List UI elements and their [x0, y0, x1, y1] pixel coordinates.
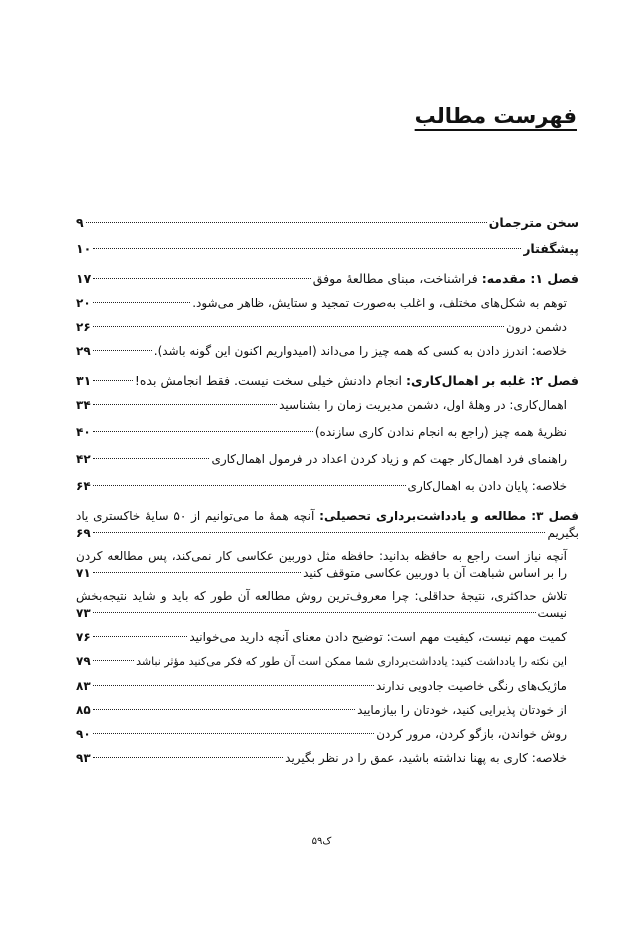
toc-page-number: ۷۱ [76, 566, 91, 580]
toc-entry-continuation: نیست [537, 606, 567, 620]
leader-dots [93, 531, 546, 533]
toc-entry-text: آنچه همهٔ ما می‌توانیم از ۵۰ سایهٔ خاکستری یاد [76, 509, 320, 523]
toc-entry [76, 215, 579, 231]
table-of-contents [76, 215, 579, 766]
toc-page-number: ۹۳ [76, 751, 91, 765]
leader-dots [93, 457, 210, 459]
toc-page-number: ۳۴ [76, 398, 91, 412]
leader-dots [93, 571, 301, 573]
toc-entry [76, 478, 579, 494]
toc-page-number: ۳۱ [76, 373, 92, 388]
toc-entry-text: انجام دادنش خیلی سخت نیست. فقط انجامش بده! [134, 373, 406, 388]
toc-page-number: ۸۳ [76, 679, 91, 693]
toc-entry [76, 424, 579, 440]
toc-entry-text: این نکته را یادداشت کنید: یادداشت‌برداری شما ممکن است آن طور که فکر می‌کنید مؤثر نباشد [136, 655, 567, 668]
leader-dots [93, 635, 188, 637]
toc-entry-text: از خودتان پذیرایی کنید، خودتان را بیازمایید [357, 703, 567, 717]
toc-entry [76, 653, 579, 670]
toc-page-number: ۲۰ [76, 296, 91, 310]
toc-entry-text: اهمال‌کاری: در وهلهٔ اول، دشمن مدیریت زمان را بشناسید [279, 398, 567, 412]
toc-page-number: ۶۹ [76, 526, 91, 540]
chapter-heading: فصل ۱: مقدمه: [481, 271, 579, 286]
toc-page-number: ۸۵ [76, 703, 91, 717]
toc-page-number: ۷۹ [76, 654, 91, 668]
leader-dots [93, 325, 504, 327]
toc-chapter-entry [76, 373, 579, 389]
toc-page-number: ۶۴ [76, 479, 91, 493]
leader-dots [93, 430, 313, 432]
toc-entry [76, 343, 579, 359]
toc-entry [76, 750, 579, 766]
toc-page-number: ۴۰ [76, 425, 91, 439]
leader-dots [93, 611, 536, 613]
toc-page-number: ۷۳ [76, 606, 91, 620]
toc-page-number: ۲۶ [76, 320, 91, 334]
toc-entry [76, 319, 579, 335]
toc-entry-text: نظریهٔ همه چیز (راجع به انجام ندادن کاری سازنده) [314, 425, 567, 439]
toc-entry-text: ماژیک‌های رنگی خاصیت جادویی ندارند [376, 679, 567, 693]
toc-entry-text: فراشناخت، مبنای مطالعهٔ موفق [312, 271, 482, 286]
toc-entry [76, 397, 579, 413]
toc-entry-text: روش خواندن، بازگو کردن، مرور کردن [376, 727, 567, 741]
toc-entry-text: خلاصه: کاری به پهنا نداشته باشید، عمق را در نظر بگیرید [285, 751, 567, 765]
leader-dots [93, 732, 375, 734]
toc-entry [76, 678, 579, 694]
leader-dots [93, 659, 134, 661]
leader-dots [93, 484, 406, 486]
toc-entry [76, 702, 579, 718]
toc-chapter-entry [76, 271, 579, 287]
leader-dots [93, 349, 152, 351]
toc-entry-text: کمیت مهم نیست، کیفیت مهم است: توضیح دادن معنای آنچه دارید می‌خوانید [189, 630, 567, 644]
toc-entry [76, 548, 579, 582]
toc-page-number: ۲۹ [76, 344, 91, 358]
toc-page-number: ۱۷ [76, 271, 92, 286]
toc-entry [76, 295, 579, 311]
leader-dots [93, 684, 374, 686]
toc-entry-text: آنچه نیاز است راجع به حافظه بدانید: حافظه مثل دوربین عکاسی کار نمی‌کند، پس مطالعه کردن [76, 549, 567, 563]
toc-entry-text: تلاش حداکثری، نتیجهٔ حداقلی: چرا معروف‌ترین روش مطالعه آن طور که باید و شاید نتیجه‌بخش [76, 589, 567, 603]
chapter-heading: فصل ۳: مطالعه و یادداشت‌برداری تحصیلی: [319, 509, 579, 523]
toc-entry-continuation: را بر اساس شباهت آن با دوربین عکاسی متوقف کنید [303, 566, 567, 580]
page-footer-number: ک۵۹ [311, 836, 332, 847]
page-title: فهرست مطالب [414, 104, 577, 128]
leader-dots [86, 221, 487, 223]
leader-dots [93, 708, 356, 710]
toc-entry [76, 629, 579, 645]
leader-dots [93, 403, 277, 405]
toc-entry-text: راهنمای فرد اهمال‌کار جهت کم و زیاد کردن اعداد در فرمول اهمال‌کاری [211, 452, 567, 466]
toc-entry [76, 588, 579, 622]
toc-page-number: ۱۰ [76, 241, 92, 256]
toc-entry-text: پیشگفتار [523, 241, 579, 256]
toc-entry-text: خلاصه: پایان دادن به اهمال‌کاری [407, 479, 567, 493]
toc-entry-text: دشمن درون [505, 320, 567, 334]
leader-dots [93, 301, 191, 303]
chapter-heading: فصل ۲: غلبه بر اهمال‌کاری: [406, 373, 579, 388]
toc-entry-text: سخن مترجمان [488, 215, 579, 230]
toc-entry-text: توهم به شکل‌های مختلف، و اغلب به‌صورت تمجید و ستایش، ظاهر می‌شود. [192, 296, 567, 310]
toc-entry [76, 451, 579, 467]
toc-entry-text: خلاصه: اندرز دادن به کسی که همه چیز را می‌داند (امیدواریم اکنون این گونه باشد). [153, 344, 567, 358]
toc-entry-continuation: بگیریم [547, 526, 579, 540]
leader-dots [93, 756, 284, 758]
toc-page-number: ۴۲ [76, 452, 91, 466]
leader-dots [93, 379, 133, 381]
toc-page-number: ۷۶ [76, 630, 91, 644]
toc-entry [76, 726, 579, 742]
leader-dots [93, 247, 521, 249]
leader-dots [93, 277, 310, 279]
toc-page-number: ۹ [76, 215, 84, 230]
toc-entry [76, 241, 579, 257]
toc-chapter-entry [76, 508, 579, 542]
toc-page-number: ۹۰ [76, 727, 91, 741]
